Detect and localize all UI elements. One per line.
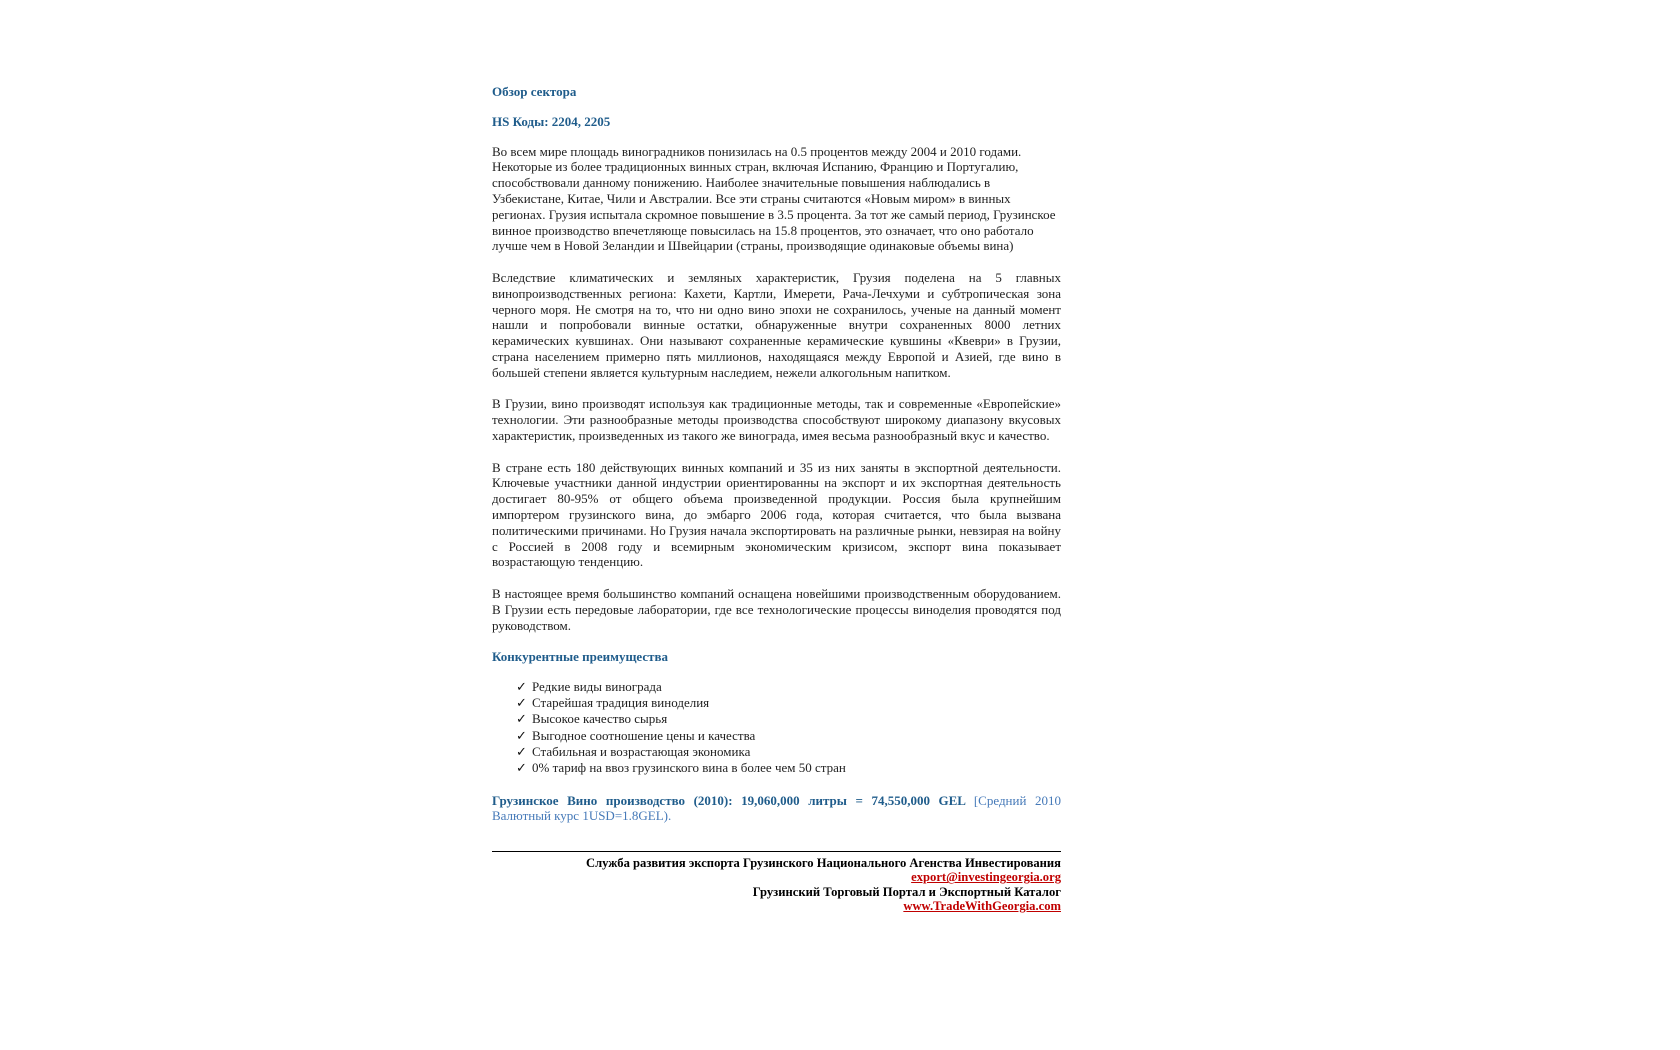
advantage-item bbox=[516, 760, 1061, 776]
footer-org-name: Служба развития экспорта Грузинского Национального Агенства Инвестирования bbox=[586, 856, 1061, 870]
advantage-label: Старейшая традиция виноделия bbox=[532, 695, 710, 711]
advantage-label: Редкие виды винограда bbox=[532, 678, 662, 694]
footer-email-link[interactable]: export@investingeorgia.org bbox=[911, 870, 1061, 885]
paragraph-world-vineyards: Во всем мире площадь виноградников понизилась на 0.5 процентов между 2004 и 2010 годами. Некоторые из более традиционных винных стран, включая Испанию, Францию и Португалию, способствовали данному понижению. Наиболее значительные повышения наблюдались в Узбекистане, Китае, Чили и Австралии. Все эти страны считаются «Новым миром» в винных регионах. Грузия испытала скромное повышение в 3.5 процента. За тот же самый период, Грузинское винное производство впечетляюще повысилась на 15.8 процентов, это означает, что оно работало лучше чем в Новой Зеландии и Швейцарии (страны, производящие одинаковые объемы вина) bbox=[492, 143, 1056, 254]
paragraph-production-methods: В Грузии, вино производят используя как традиционные методы, так и современные «Европейские» технологии. Эти разнообразные методы производства способствуют широкому диапазону вкусовых характеристик, произведенных из такого же винограда, имея весьма разнообразный вкус и качество. bbox=[492, 396, 1061, 443]
paragraph-wine-companies: В стране есть 180 действующих винных компаний и 35 из них заняты в экспортной деятельности. Ключевые участники данной индустрии ориентированны на экспорт и их экспортная деятельность достигает 80-95% от общего объема произведенной продукции. Россия была крупнейшим импортером грузинского вина, до эмбарго 2006 года, которая считается, что была вызвана политическими причинами. Но Грузия начала экспортировать на различные рынки, невзирая на войну с Россией в 2008 году и всемирным экономическим кризисом, экспорт вина показывает возрастающую тенденцию. bbox=[492, 459, 1061, 570]
advantage-label: Выгодное соотношение цены и качества bbox=[532, 727, 756, 743]
checkmark-icon: ✓ bbox=[516, 678, 527, 694]
advantage-label: Высокое качество сырья bbox=[532, 711, 668, 727]
advantages-heading: Конкурентные преимущества bbox=[492, 649, 669, 665]
document-body bbox=[492, 84, 1061, 824]
checkmark-icon: ✓ bbox=[516, 695, 527, 711]
production-summary bbox=[492, 793, 1061, 825]
advantage-item bbox=[516, 744, 1061, 760]
advantage-item bbox=[516, 728, 1061, 744]
footer-portal-name: Грузинский Торговый Портал и Экспортный Каталог bbox=[752, 884, 1061, 899]
checkmark-icon: ✓ bbox=[516, 744, 527, 760]
advantage-item bbox=[516, 711, 1061, 727]
advantage-label: 0% тариф на ввоз грузинского вина в более чем 50 стран bbox=[532, 760, 846, 776]
advantages-list bbox=[492, 679, 1061, 777]
advantage-label: Стабильная и возрастающая экономика bbox=[532, 744, 751, 760]
production-note: [Средний 2010 Валютный курс 1USD=1.8GEL). bbox=[492, 792, 1061, 824]
advantage-item bbox=[516, 695, 1061, 711]
checkmark-icon: ✓ bbox=[516, 727, 527, 743]
page-footer bbox=[492, 851, 1061, 914]
checkmark-icon: ✓ bbox=[516, 760, 527, 776]
hs-codes-heading: HS Коды: 2204, 2205 bbox=[492, 113, 611, 129]
checkmark-icon: ✓ bbox=[516, 711, 527, 727]
footer-site-link[interactable]: www.TradeWithGeorgia.com bbox=[903, 899, 1061, 914]
paragraph-wine-regions: Вследствие климатических и земляных характеристик, Грузия поделена на 5 главных винопроизводственных региона: Кахети, Картли, Имерети, Рача-Лечхуми и субтропическая зона черного моря. Не смотря на то, что ни одно вино эпохи не сохранилось, ученые на данный момент нашли и попробовали винные остатки, обнаруженные внутри сохраненных 8000 летних керамических кувшинах. Они называют сохраненные керамические кувшины «Квеври» в Грузии, страна населением примерно пять миллионов, находящаяся между Европой и Азией, где вино в большей степени является культурным наследием, нежели алкогольным напитком. bbox=[492, 269, 1061, 380]
page-title: Обзор сектора bbox=[492, 84, 577, 99]
paragraph-equipment: В настоящее время большинство компаний оснащена новейшими производственным оборудованием. В Грузии есть передовые лаборатории, где все технологические процессы виноделия проводятся под руководством. bbox=[492, 585, 1061, 633]
advantage-item bbox=[516, 679, 1061, 695]
production-figures: Грузинское Вино производство (2010): 19,060,000 литры = 74,550,000 GEL bbox=[492, 792, 966, 808]
